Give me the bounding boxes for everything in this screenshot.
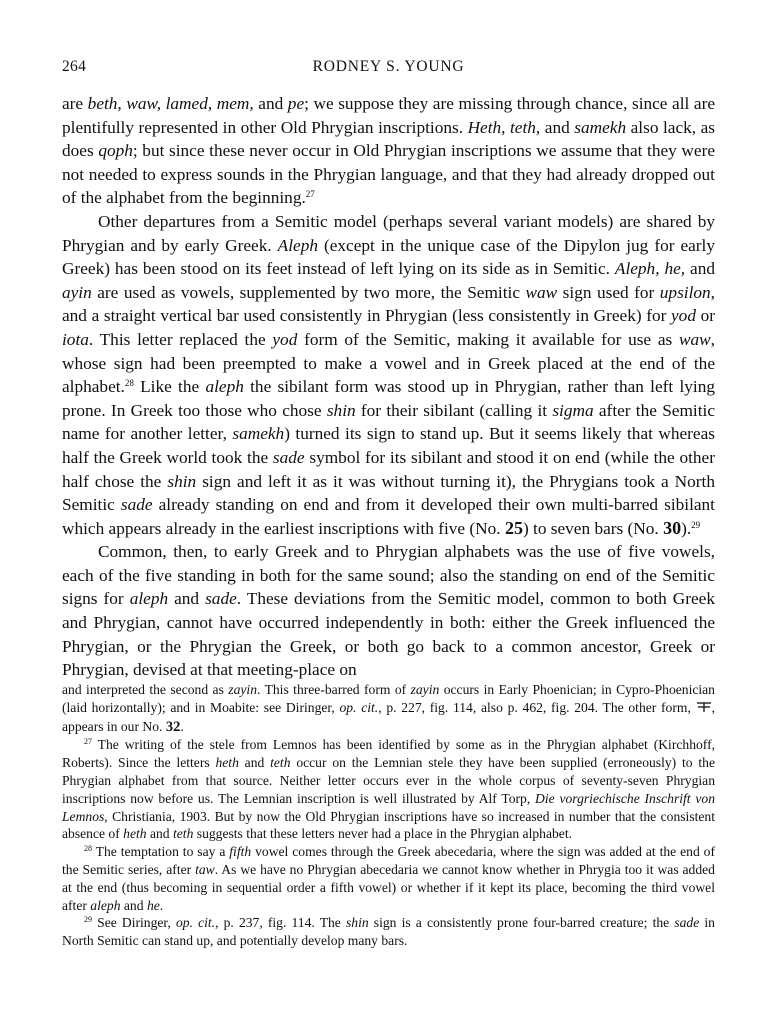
footnote-27: $^{27}$ The writing of the stele from Lemnos has been identified by some as in the Phrygian alphabet (Kirchhoff, Roberts). Since the letters heth and teth occur on the Lemnian stele they have been supplied (erroneously) to the Phrygian alphabet from that source. Neither letter occurs ever in the whole corpus of seventy-seven Phrygian inscriptions now before us. The Lemnian inscription is well illustrated by Alf Torp, Die vorgriechische Inschrift von Lemnos, Christiania, 1903. But by now the Old Phrygian inscriptions have so increased in number that the consistent absence of heth and teth suggests that these letters never had a place in the Phrygian alphabet. xyxy=(62,737,715,842)
paragraph-2: Other departures from a Semitic model (perhaps several variant models) are shared by Phrygian and by early Greek. Aleph (except in the unique case of the Dipylon jug for early Greek) has been stood on its feet instead of left lying on its side as in Semitic. Aleph, he, and ayin are used as vowels, supplemented by two more, the Semitic waw sign used for upsilon, and a straight vertical bar used consistently in Phrygian (less consistently in Greek) for yod or iota. This letter replaced the yod form of the Semitic, making it available for use as waw, whose sign had been preempted to make a vowel and in Greek placed at the end of the alphabet.$^{28}$ Like the aleph the sibilant form was stood up in Phrygian, rather than left lying prone. In Greek too those who chose shin for their sibilant (calling it sigma after the Semitic name for another letter, samekh) turned its sign to stand up. But it seems likely that whereas half the Greek world took the sade symbol for its sibilant and stood it on end (while the other half chose the shin sign and left it as it was without turning it), the Phrygians took a North Semitic sade already standing on end and from it developed their own multi-barred sibilant which appears already in the earliest inscriptions with five (No. 25) to seven bars (No. 30).$^{29}$ xyxy=(62,211,716,538)
footnote-29: $^{29}$ See Diringer, op. cit., p. 237, fig. 114. The shin sign is a consistently prone four-barred creature; the sade in North Semitic can stand up, and potentially develop many bars. xyxy=(62,915,715,949)
inscription-number-30: 30 xyxy=(663,517,682,538)
inscription-number-32: 32 xyxy=(165,718,181,735)
paragraph-1: are beth, waw, lamed, mem, and pe; we suppose they are missing through chance, since all are plentifully represented in other Old Phrygian inscriptions. Heth, teth, and samekh also lack, as does qoph; but since these never occur in Old Phrygian inscriptions we assume that they were not needed to express sounds in the Phrygian language, and that they had already dropped out of the alphabet from the beginning.$^{27}$ xyxy=(62,94,716,208)
footnotes xyxy=(62,681,715,950)
inscription-number-25: 25 xyxy=(504,517,523,538)
running-head: RODNEY S. YOUNG xyxy=(312,58,465,75)
page-header xyxy=(62,58,715,80)
footnote-ref-28: 28 xyxy=(124,378,134,389)
main-text xyxy=(62,92,715,682)
page-number: 264 xyxy=(62,58,87,75)
paragraph-3: Common, then, to early Greek and to Phrygian alphabets was the use of five vowels, each of the five standing in both for the same sound; also the standing on end of the Semitic signs for aleph and sade. These deviations from the Semitic model, common to both Greek and Phrygian, cannot have occurred independently in both: either the Greek influenced the Phrygian, or the Phrygian the Greek, or both go back to a common ancestor, Greek or Phrygian, devised at that meeting-place on xyxy=(62,542,715,680)
three-barred-zayin-sign-icon xyxy=(696,700,712,718)
footnote-ref-29: 29 xyxy=(691,519,701,530)
footnote-ref-27: 27 xyxy=(305,189,315,200)
footnote-28: $^{28}$ The temptation to say a fifth vowel comes through the Greek abecedaria, where the sign was added at the end of the Semitic series, after taw. As we have no Phrygian abecedaria we cannot know whether in Phrygia too it was added at the end (thus becoming in sequential order a fifth vowel) or whether if it kept its place, becoming the third vowel after aleph and he. xyxy=(62,844,715,913)
footnote-continuation: and interpreted the second as zayin. This three-barred form of zayin occurs in Early Phoenician; in Cypro-Phoenician (laid horizontally); and in Moabite: see Diringer, op. cit., p. 227, fig. 114, also p. 462, fig. 204. The other form, , appears in our No. 32. xyxy=(62,682,715,735)
